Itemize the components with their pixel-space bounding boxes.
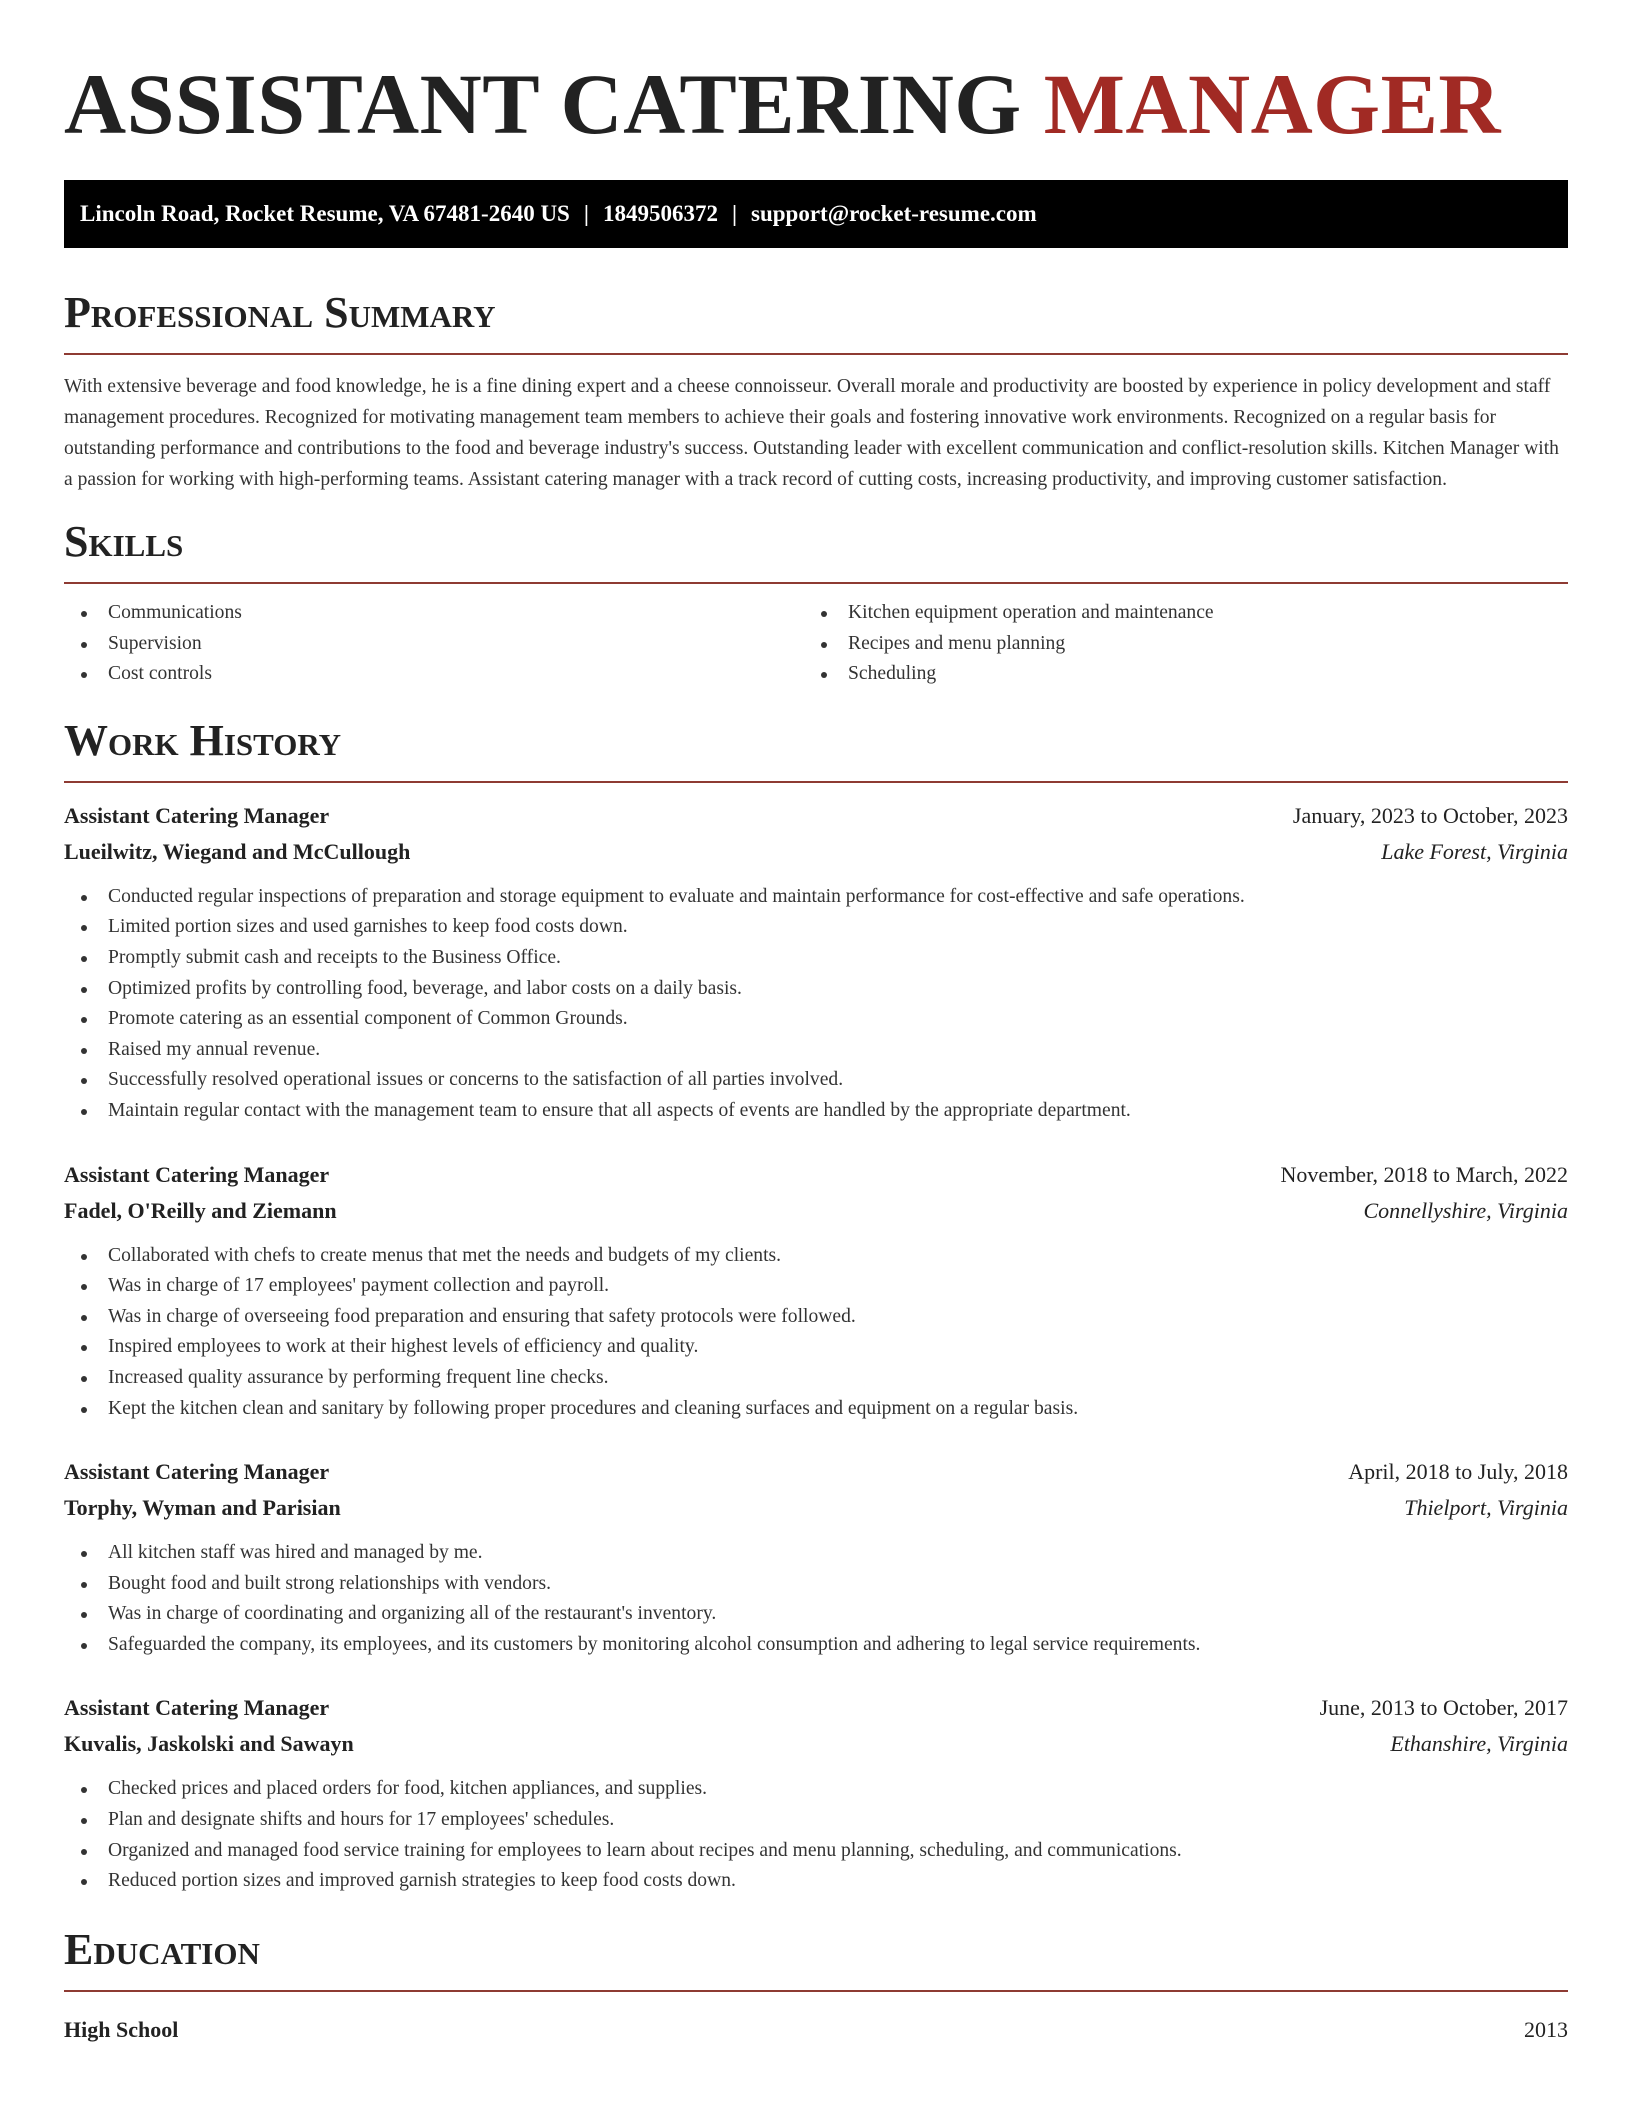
job-company-row [64, 834, 1568, 870]
skill-item: Cost controls [64, 659, 804, 690]
job-bullet: Was in charge of 17 employees' payment collection and payroll. [64, 1271, 1568, 1302]
job-bullet: Optimized profits by controlling food, beverage, and labor costs on a daily basis. [64, 974, 1568, 1005]
job-bullet: Promote catering as an essential component of Common Grounds. [64, 1004, 1568, 1035]
skills-list-right [804, 598, 1544, 690]
skills-section [64, 517, 1568, 690]
skills-grid [64, 598, 1568, 690]
job-bullet: Conducted regular inspections of preparation and storage equipment to evaluate and maintain performance for cost-effective and safe operations. [64, 882, 1568, 913]
contact-address: Lincoln Road, Rocket Resume, VA 67481-2640 US [80, 201, 570, 226]
job-bullet: Limited portion sizes and used garnishes to keep food costs down. [64, 912, 1568, 943]
job-bullet-list [64, 1538, 1568, 1660]
job-bullet: All kitchen staff was hired and managed by me. [64, 1538, 1568, 1569]
job-company-row [64, 1726, 1568, 1762]
contact-separator: | [731, 201, 738, 226]
skill-item: Supervision [64, 629, 804, 660]
job-company-row [64, 1490, 1568, 1526]
job-dates: January, 2023 to October, 2023 [1292, 802, 1568, 828]
summary-section [64, 288, 1568, 495]
job-bullet: Inspired employees to work at their highest levels of efficiency and quality. [64, 1332, 1568, 1363]
job-bullet: Collaborated with chefs to create menus that met the needs and budgets of my clients. [64, 1241, 1568, 1272]
job-company: Torphy, Wyman and Parisian [64, 1495, 341, 1521]
title-main: ASSISTANT CATERING [64, 56, 1022, 152]
work-history-heading: Work History [64, 715, 342, 765]
job-company: Lueilwitz, Wiegand and McCullough [64, 838, 411, 864]
job-title: Assistant Catering Manager [64, 802, 330, 828]
skills-list-left [64, 598, 804, 690]
section-divider [64, 781, 1568, 783]
work-history-section [64, 716, 1568, 1897]
job-entry [64, 1690, 1568, 1896]
skills-heading: Skills [64, 517, 184, 566]
job-header-row [64, 1454, 1568, 1490]
job-bullet: Promptly submit cash and receipts to the Business Office. [64, 943, 1568, 974]
job-title: Assistant Catering Manager [64, 1161, 330, 1187]
job-bullet: Plan and designate shifts and hours for 17 employees' schedules. [64, 1805, 1568, 1836]
contact-phone[interactable]: 1849506372 [602, 201, 718, 226]
title-accent: MANAGER [1043, 56, 1502, 152]
contact-email[interactable]: support@rocket-resume.com [751, 201, 1037, 226]
job-entry [64, 798, 1568, 1127]
job-company: Fadel, O'Reilly and Ziemann [64, 1197, 337, 1223]
job-bullet: Organized and managed food service training for employees to learn about recipes and menu planning, scheduling, and communications. [64, 1836, 1568, 1867]
job-bullet: Kept the kitchen clean and sanitary by following proper procedures and cleaning surfaces and equipment on a regular basis. [64, 1394, 1568, 1425]
summary-text: With extensive beverage and food knowledge, he is a fine dining expert and a cheese connoisseur. Overall morale and productivity are boosted by experience in policy development and staff management procedures. Recognized for motivating management team members to achieve their goals and fostering innovative work environments. Recognized on a regular basis for outstanding performance and contributions to the food and beverage industry's success. Outstanding leader with excellent communication and conflict-resolution skills. Kitchen Manager with a passion for working with high-performing teams. Assistant catering manager with a track record of cutting costs, increasing productivity, and improving customer satisfaction. [64, 376, 1559, 490]
job-bullet: Checked prices and placed orders for food, kitchen appliances, and supplies. [64, 1774, 1568, 1805]
education-degree: High School [64, 2016, 179, 2042]
section-divider [64, 582, 1568, 584]
job-bullet-list [64, 882, 1568, 1127]
job-bullet: Was in charge of overseeing food preparation and ensuring that safety protocols were followed. [64, 1302, 1568, 1333]
job-dates: April, 2018 to July, 2018 [1348, 1459, 1568, 1485]
section-divider [64, 353, 1568, 355]
job-location: Thielport, Virginia [1404, 1495, 1568, 1521]
job-title: Assistant Catering Manager [64, 1459, 330, 1485]
page-title [64, 0, 1568, 150]
job-location: Lake Forest, Virginia [1381, 838, 1568, 864]
job-entry [64, 1454, 1568, 1660]
contact-separator: | [583, 201, 589, 226]
skill-item: Recipes and menu planning [804, 629, 1544, 660]
skill-item: Communications [64, 598, 804, 629]
skill-item: Kitchen equipment operation and maintenance [804, 598, 1544, 629]
job-company-row [64, 1193, 1568, 1229]
job-bullet: Safeguarded the company, its employees, and its customers by monitoring alcohol consumption and adhering to legal service requirements. [64, 1630, 1568, 1661]
job-bullet: Raised my annual revenue. [64, 1035, 1568, 1066]
job-bullet-list [64, 1241, 1568, 1425]
job-bullet: Reduced portion sizes and improved garnish strategies to keep food costs down. [64, 1866, 1568, 1897]
contact-bar [64, 180, 1568, 248]
job-dates: November, 2018 to March, 2022 [1280, 1161, 1568, 1187]
education-section [64, 1925, 1568, 2048]
education-entry [64, 2012, 1568, 2048]
job-header-row [64, 1157, 1568, 1193]
job-company: Kuvalis, Jaskolski and Sawayn [64, 1731, 354, 1757]
job-dates: June, 2013 to October, 2017 [1319, 1695, 1568, 1721]
job-header-row [64, 798, 1568, 834]
job-header-row [64, 1690, 1568, 1726]
job-entry [64, 1157, 1568, 1425]
job-location: Connellyshire, Virginia [1363, 1197, 1568, 1223]
job-bullet: Bought food and built strong relationships with vendors. [64, 1569, 1568, 1600]
skill-item: Scheduling [804, 659, 1544, 690]
job-location: Ethanshire, Virginia [1390, 1731, 1568, 1757]
education-heading: Education [64, 1924, 260, 1974]
summary-heading: Professional Summary [64, 288, 496, 337]
job-bullet-list [64, 1774, 1568, 1896]
job-bullet: Successfully resolved operational issues or concerns to the satisfaction of all parties involved. [64, 1065, 1568, 1096]
job-title: Assistant Catering Manager [64, 1695, 330, 1721]
job-bullet: Increased quality assurance by performing frequent line checks. [64, 1363, 1568, 1394]
job-bullet: Maintain regular contact with the management team to ensure that all aspects of events are handled by the appropriate department. [64, 1096, 1568, 1127]
education-year: 2013 [1524, 2016, 1568, 2042]
job-bullet: Was in charge of coordinating and organizing all of the restaurant's inventory. [64, 1599, 1568, 1630]
section-divider [64, 1990, 1568, 1992]
